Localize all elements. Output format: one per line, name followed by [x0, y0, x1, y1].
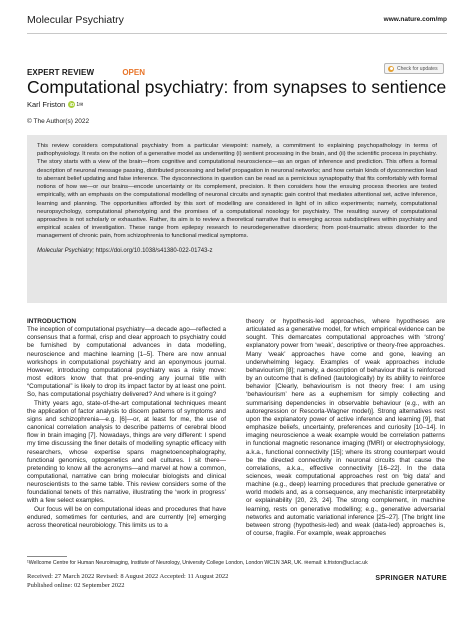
- citation-journal: Molecular Psychiatry;: [37, 247, 95, 254]
- check-for-updates-button[interactable]: [384, 63, 444, 74]
- published-date: Published online: 02 September 2022: [27, 581, 125, 589]
- citation-doi-link[interactable]: https://doi.org/10.1038/s41380-022-01743-z: [95, 247, 213, 254]
- article-type-label: EXPERT REVIEW: [27, 68, 95, 77]
- body-paragraph: Our focus will be on computational ideas and procedures that have endured, sometimes for centuries, and are currently [re] emerging across theoretical neurobiology. This limits us to a: [27, 505, 226, 529]
- citation-line: [37, 247, 437, 255]
- article-title: Computational psychiatry: from synapses to sentience: [27, 77, 447, 97]
- check-for-updates-label: Check for updates: [397, 65, 438, 72]
- orcid-icon[interactable]: iD: [69, 102, 75, 107]
- article-dates: [27, 573, 228, 590]
- author-affiliation: ¹Wellcome Centre for Human Neuroimaging, Institute of Neurology, University College London, London WC1N 3AR, UK. ✉email: k.friston@ucl.ac.uk: [27, 560, 368, 566]
- body-paragraph: theory or hypothesis-led approaches, where hypotheses are articulated as a generative model, for which empirical evidence can be sought. This demarcates computational approaches with ‘strong’ explanatory power from ‘weak’, descriptive or theory-free approaches. Many ‘weak’ approaches have come and gone, leaving an underwhelming legacy. Examples of weak approaches include behaviourism [8]; namely, a description of behaviour that is reinforced by an outcome that is defined (tautologically) by its ability to reinforce behavior [Clearly, behaviourism is not theory free: I am using ‘behaviourism’ here as a euphemism for simply collecting and summarising dependencies in observable behaviour (e.g., with an autoregression or Rescorla-Wagner model)]. Strong alternatives rest upon the explanatory power of active inference and learning [9], that emphasize beliefs, uncertainty, preferences and curiosity [10–14]. In imaging neuroscience a weak example would be correlation patterns in functional magnetic resonance imaging (fMRI) or electrophysiology, a.k.a., functional connectivity [15]; where its strong counterpart would be the directed connectivity in neuronal circuits that cause the correlations, a.k.a., effective connectivity [16–22]. In the data sciences, weak computational approaches rest on ‘big data’ and machine (e.g., deep) learning procedures that preclude generative or world models and, as a consequence, any mechanistic interpretability or explainability [20, 23, 24]. The strong complement, in machine learning, rests on generative modelling; e.g., generative adversarial networks and automatic variational inference [25–27]. [The bright line between strong (hypothesis-led) and weak (data-led) approaches is, of course, fragile. For example, weak approaches: [246, 318, 445, 538]
- author-line: [27, 100, 83, 109]
- journal-header: [27, 14, 447, 30]
- body-paragraph: The inception of computational psychiatry—a decade ago—reflected a consensus that a formal, crisp and clear approach to psychiatry could be furnished by computational advances in data modelling, neuroscience and machine learning [1–5]. There are now annual workshops in computational psychiatry and an eponymous journal. However, introducing computational psychiatry was a risky move: most editors know that that pre-ending any journal title with “Computational” is likely to drop its impact factor by at least one point. So, has computational psychiatry delivered? And where is it going?: [27, 326, 226, 399]
- journal-url-link[interactable]: www.nature.com/mp: [383, 16, 447, 23]
- section-heading-introduction: INTRODUCTION: [27, 318, 76, 325]
- author-affiliation-mark: 1✉: [76, 101, 84, 108]
- footnote-divider: [27, 556, 67, 557]
- body-paragraph: Thirty years ago, state-of-the-art computational techniques meant the application of factor analysis to discern patterns of symptoms and signs and schizophrenia—e.g. [6]—or, at least for me, the use of canonical correlation analysis to describe patterns of cerebral blood flow in brain imaging [7]. Nowadays, things are very different: I spend my time discussing the finer details of modelling synaptic efficacy with researchers, whose expertise spans magnetoencephalography, functional genomics, optogenetics and cell cultures. I sit there—pretending to know all the acronyms—and marvel at how a common, computational, narrative can bring molecular biologists and clinical neuroscientists to the same table. This review considers some of the foundational tenets of this narrative, illustrating the ‘work in progress’ with a few select examples.: [27, 399, 226, 505]
- author-name[interactable]: Karl Friston: [27, 100, 66, 109]
- crossmark-icon: [388, 66, 394, 72]
- header-divider: [27, 33, 447, 34]
- article-kicker: [27, 68, 145, 77]
- copyright-notice: © The Author(s) 2022: [27, 118, 90, 125]
- open-access-label: OPEN: [122, 68, 145, 77]
- abstract-text: This review considers computational psychiatry from a particular viewpoint: namely, a commitment to explaining psychopathology in terms of pathophysiology. It rests on the notion of a generative model as underwriting (i) sentient processing in the brain, and (ii) the scientific process in psychiatry. The story starts with a view of the brain—from cognitive and computational neuroscience—as an organ of inference and prediction. This offers a formal description of neuronal message passing, distributed processing and belief propagation in neuronal networks; and how certain kinds of dysconnection lead to aberrant belief updating and false inference. The dysconnections in question can be read as a pernicious synaptopathy that fits comfortably with formal notions of how we—or our brains—encode uncertainty or its complement, precision. It then considers how the ensuing process theories are tested empirically, with an emphasis on the computational modelling of neuronal circuits and synaptic gain control that mediates attentional set, active inference, learning and planning. The opportunities afforded by this sort of modelling are considered in light of in silico experiments; namely, computational neuropsychology, computational phenotyping and the promises of a computational nosology for psychiatry. The resulting survey of computational approaches is not scholarly or exhaustive. Rather, its aim is to review a theoretical narrative that is emerging across subdisciplines within psychiatry and empirical scales of investigation. These range from epilepsy research to neurodegenerative disorders; from post-traumatic stress disorder to the management of chronic pain, from schizophrenia to functional medical symptoms.: [37, 143, 437, 240]
- body-column-right: [246, 318, 445, 538]
- abstract-box: [27, 135, 447, 303]
- received-dates: Received: 27 March 2022 Revised: 8 August 2022 Accepted: 11 August 2022: [27, 573, 229, 580]
- body-column-left: [27, 318, 226, 530]
- journal-name: Molecular Psychiatry: [27, 14, 124, 26]
- springer-nature-logo: SPRINGER NATURE: [375, 575, 447, 582]
